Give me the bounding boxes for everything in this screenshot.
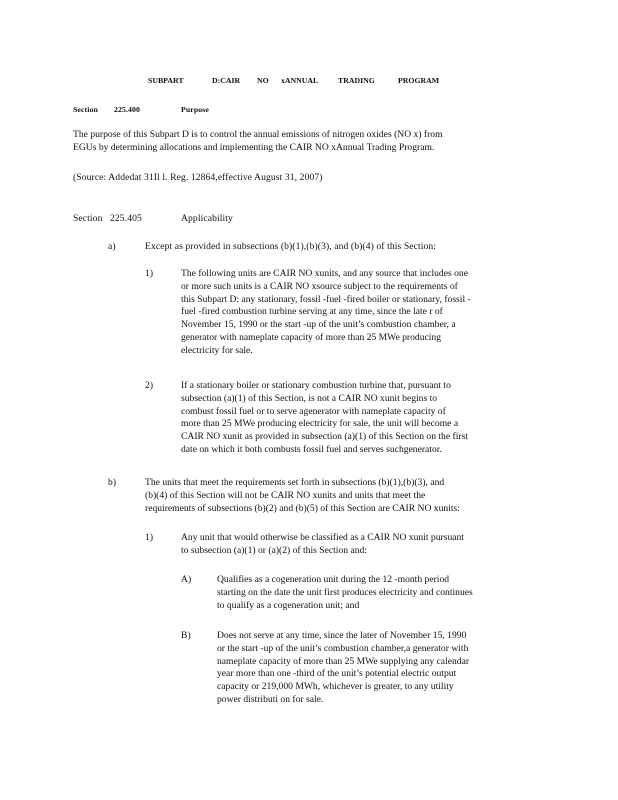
text-line: combust fossil fuel or to serve agenerator with nameplate capacity of — [181, 405, 446, 417]
text-line: fuel -fired combustion turbine serving at any time, since the late r of — [181, 306, 443, 318]
section-400-number: 225.400 — [114, 105, 141, 114]
source-note: (Source: Addedat 31Il l. Reg. 12864,effective August 31, 2007) — [73, 172, 323, 183]
text-line: CAIR NO xunit as provided in subsection (a)(1) of this Section on the first — [181, 431, 468, 443]
text-line: generator with nameplate capacity of more than 25 MWe producing — [181, 331, 442, 343]
title-d-cair: D:CAIR — [212, 76, 241, 85]
text-line: year more than one -third of the unit’s potential electric output — [217, 668, 457, 680]
item-a2-marker: 2) — [145, 380, 154, 391]
subitem-B-marker: B) — [181, 630, 191, 641]
section-400-heading: Purpose — [181, 105, 209, 114]
item-b1-marker: 1) — [145, 532, 154, 543]
text-line: or the start -up of the unit’s combustion chamber,a generator with — [217, 642, 469, 654]
text-line: subsection (a)(1) of this Section, is not a CAIR NO xunit begins to — [181, 392, 438, 404]
text-line: The purpose of this Subpart D is to control the annual emissions of nitrogen oxides (NO x) from — [73, 129, 443, 140]
text-line: date on which it both combusts fossil fuel and serves suchgenerator. — [181, 443, 442, 455]
text-line: more than 25 MWe producing electricity for sale, the unit will become a — [181, 418, 459, 430]
title-trading: TRADING — [338, 76, 375, 85]
subsection-b-text — [145, 477, 460, 515]
text-line: Does not serve at any time, since the later of November 15, 1990 — [217, 630, 467, 641]
text-line: The units that meet the requirements set forth in subsections (b)(1),(b)(3), and — [145, 477, 445, 488]
subsection-b-marker: b) — [108, 477, 117, 488]
text-line: November 15, 1990 or the start -up of the unit’s combustion chamber, a — [181, 319, 456, 331]
section-405-number: 225.405 — [110, 213, 142, 224]
item-a1-text — [181, 268, 471, 358]
text-line: The following units are CAIR NO xunits, and any source that includes one — [181, 268, 468, 279]
text-line: nameplate capacity of more than 25 MWe supplying any calendar — [217, 655, 470, 667]
subsection-a-text: Except as provided in subsections (b)(1),(b)(3), and (b)(4) of this Section: — [145, 241, 437, 252]
text-line: power distributi on for sale. — [217, 693, 324, 705]
subsection-a-marker: a) — [108, 241, 116, 252]
title-subpart: SUBPART — [148, 76, 184, 85]
text-line: or more such units is a CAIR NO xsource subject to the requirements of — [181, 280, 458, 292]
item-a2-text — [181, 380, 468, 457]
item-a1-marker: 1) — [145, 268, 154, 279]
text-line: this Subpart D: any stationary, fossil -fuel -fired boiler or stationary, fossil - — [181, 293, 471, 305]
text-line: Qualifies as a cogeneration unit during the 12 -month period — [217, 574, 450, 585]
title-x-annual: xANNUAL — [281, 76, 319, 85]
text-line: electricity for sale. — [181, 344, 253, 356]
subitem-B-text — [217, 630, 469, 707]
text-line: If a stationary boiler or stationary combustion turbine that, pursuant to — [181, 380, 451, 391]
title-no: NO — [257, 76, 269, 85]
text-line: requirements of subsections (b)(2) and (b)(5) of this Section are CAIR NO xunits: — [145, 502, 460, 514]
title-program: PROGRAM — [398, 76, 440, 85]
text-line: to qualify as a cogeneration unit; and — [217, 599, 360, 611]
section-400-body — [73, 129, 443, 155]
section-405-heading: Applicability — [181, 213, 233, 224]
text-line: Any unit that would otherwise be classified as a CAIR NO xunit pursuant — [181, 532, 464, 543]
text-line: to subsection (a)(1) or (a)(2) of this Section and: — [181, 544, 367, 556]
text-line: (b)(4) of this Section will not be CAIR NO xunits and units that meet the — [145, 489, 426, 501]
item-b1-text — [181, 532, 464, 558]
section-400-label: Section — [73, 105, 98, 114]
text-line: EGUs by determining allocations and implementing the CAIR NO xAnnual Trading Program. — [73, 141, 435, 153]
text-line: capacity or 219,000 MWh, whichever is greater, to any utility — [217, 681, 454, 693]
text-line: starting on the date the unit first produces electricity and continues — [217, 586, 473, 598]
section-405-label: Section — [73, 213, 103, 224]
subitem-A-text — [217, 574, 473, 612]
subitem-A-marker: A) — [181, 574, 192, 585]
